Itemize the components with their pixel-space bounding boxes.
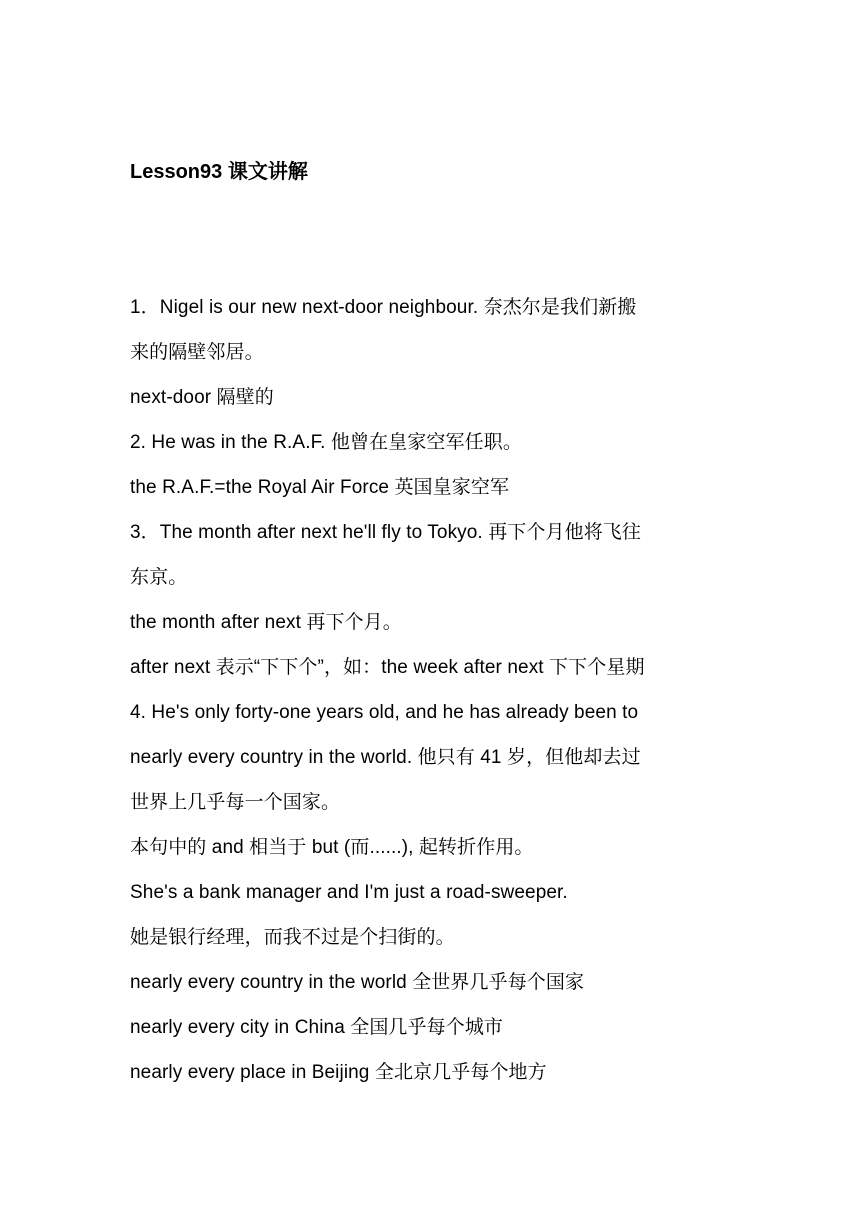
- text-line-10: 4. He's only forty-one years old, and he has already been to: [130, 702, 639, 723]
- text-line-3: next-door 隔壁的: [130, 387, 274, 408]
- text-line-1: 1．Nigel is our new next-door neighbour. 奈杰尔是我们新搬: [130, 297, 637, 318]
- text-line-13: 本句中的 and 相当于 but (而......), 起转折作用。: [130, 837, 534, 858]
- document-title: Lesson93 课文讲解: [130, 161, 308, 183]
- text-line-14: She's a bank manager and I'm just a road-sweeper.: [130, 882, 568, 903]
- text-line-2: 来的隔壁邻居。: [130, 342, 264, 363]
- text-line-5: the R.A.F.=the Royal Air Force 英国皇家空军: [130, 477, 510, 498]
- text-line-6: 3．The month after next he'll fly to Tokyo. 再下个月他将飞往: [130, 522, 641, 543]
- text-line-9: after next 表示“下下个”，如：the week after next 下下个星期: [130, 657, 645, 678]
- text-line-18: nearly every place in Beijing 全北京几乎每个地方: [130, 1062, 547, 1083]
- text-line-4: 2. He was in the R.A.F. 他曾在皇家空军任职。: [130, 432, 522, 453]
- text-line-11: nearly every country in the world. 他只有 41 岁，但他却去过: [130, 747, 641, 768]
- text-line-17: nearly every city in China 全国几乎每个城市: [130, 1017, 504, 1038]
- text-line-16: nearly every country in the world 全世界几乎每个国家: [130, 972, 585, 993]
- text-line-12: 世界上几乎每一个国家。: [130, 792, 341, 813]
- text-line-8: the month after next 再下个月。: [130, 612, 402, 633]
- text-line-7: 东京。: [130, 567, 188, 588]
- text-line-15: 她是银行经理，而我不过是个扫街的。: [130, 927, 455, 948]
